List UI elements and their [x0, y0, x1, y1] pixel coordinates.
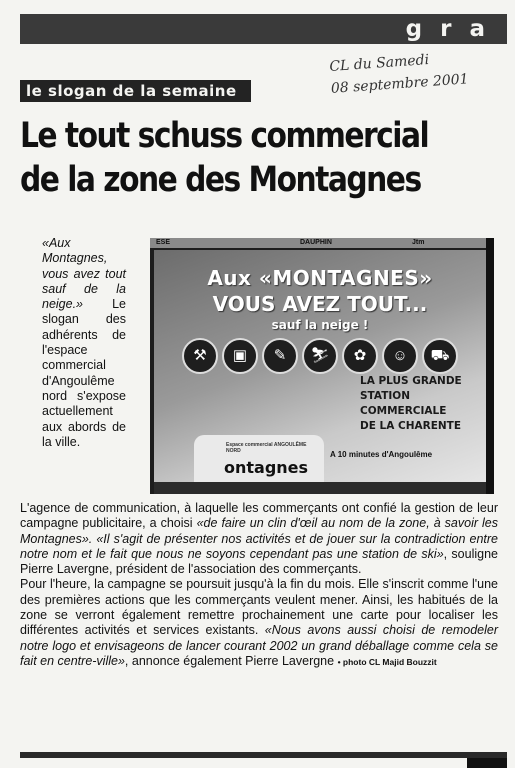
tools-icon: ⚒: [182, 338, 218, 374]
section-header-band: [20, 14, 507, 44]
headline-line-2: de la zone des Montagnes: [20, 160, 421, 200]
billboard-line-4: DE LA CHARENTE: [360, 420, 462, 432]
p2-text-b: , annonce également Pierre Lavergne: [124, 653, 335, 668]
paint-icon: ✎: [262, 338, 298, 374]
hw-line-2: 08 septembre 2001: [330, 71, 470, 97]
billboard-line-3: COMMERCIALE: [360, 405, 447, 417]
section-letters: gra: [405, 16, 503, 42]
billboard-logo-caption: Espace commercial ANGOULÊME NORD: [226, 442, 307, 454]
photo-ground: [154, 482, 486, 494]
billboard-tag-brand: Jtm: [412, 239, 425, 246]
billboard-icon-row: [182, 338, 482, 378]
sport-icon: ⛷: [302, 338, 338, 374]
billboard-panel: [154, 250, 486, 484]
billboard-title-2: VOUS AVEZ TOUT...: [212, 292, 428, 316]
toy-icon: ☺: [382, 338, 418, 374]
paragraph-2: [20, 577, 498, 670]
billboard-distance: A 10 minutes d'Angoulême: [330, 450, 433, 459]
p1-text-b: , souligne Pierre Lavergne, président de l'association des commerçants.: [20, 546, 498, 577]
hw-line-1: CL du Samedi: [328, 52, 430, 75]
headline-line-1: Le tout schuss commercial: [20, 116, 429, 156]
billboard-tag-left: ESE: [156, 239, 171, 246]
p1-text-a: L'agence de communication, à laquelle les commerçants ont confié la gestion de leur campagne publicitaire, a choisi: [20, 501, 498, 531]
handwritten-annotation: [329, 44, 502, 100]
photo-credit: • photo CL Majid Bouzzit: [337, 656, 437, 667]
billboard-text-block: [360, 374, 488, 434]
photo-pole: [486, 238, 494, 494]
lead-paragraph: [42, 236, 126, 450]
lead-quote: «Aux Montagnes, vous avez tout sauf de la neige.»: [42, 236, 126, 312]
billboard-photo: [150, 238, 494, 494]
billboard-title-1: Aux «MONTAGNES»: [207, 266, 433, 290]
p1-quote: «de faire un clin d'œil au nom de la zone, à savoir les Montagnes». «Il s'agit de présenter nos activités et de jouer sur la contradiction entre notre nom et le fait que nous ne soyons cependant pas une station de ski»: [20, 516, 498, 561]
p2-quote: «Nous avons aussi choisi de remodeler notre logo et envisageons de lancer courant 2002 un grand déballage comme cela se fait en centre-ville»: [20, 623, 498, 668]
billboard-tag-mid: DAUPHIN: [300, 239, 332, 246]
billboard-line-1: LA PLUS GRANDE: [360, 375, 462, 387]
rubric-label: le slogan de la semaine: [20, 80, 251, 102]
lead-text: Le slogan des adhérents de l'espace commercial d'Angoulême nord s'expose actuellement aux abords de la ville.: [42, 297, 126, 449]
billboard-line-2: STATION: [360, 390, 411, 402]
bottom-mark: [467, 758, 507, 768]
car-icon: ⛟: [422, 338, 458, 374]
food-icon: ✿: [342, 338, 378, 374]
billboard-logo: ontagnes: [224, 458, 309, 477]
bottom-rule: [20, 752, 507, 758]
billboard-top-bar: [150, 238, 494, 248]
headline: [20, 114, 429, 202]
article-body: [20, 501, 498, 670]
p2-text: Pour l'heure, la campagne se poursuit jusqu'à la fin du mois. Elle s'inscrit comme l'une des premières actions que les commerçants veulent mener. Ainsi, les habitués de la zone se verront également remettre prochainement une carte pour localiser les différentes activités et services existants.: [20, 577, 498, 638]
tv-icon: ▣: [222, 338, 258, 374]
billboard-subtitle: sauf la neige !: [271, 318, 369, 332]
paragraph-1: [20, 501, 498, 577]
